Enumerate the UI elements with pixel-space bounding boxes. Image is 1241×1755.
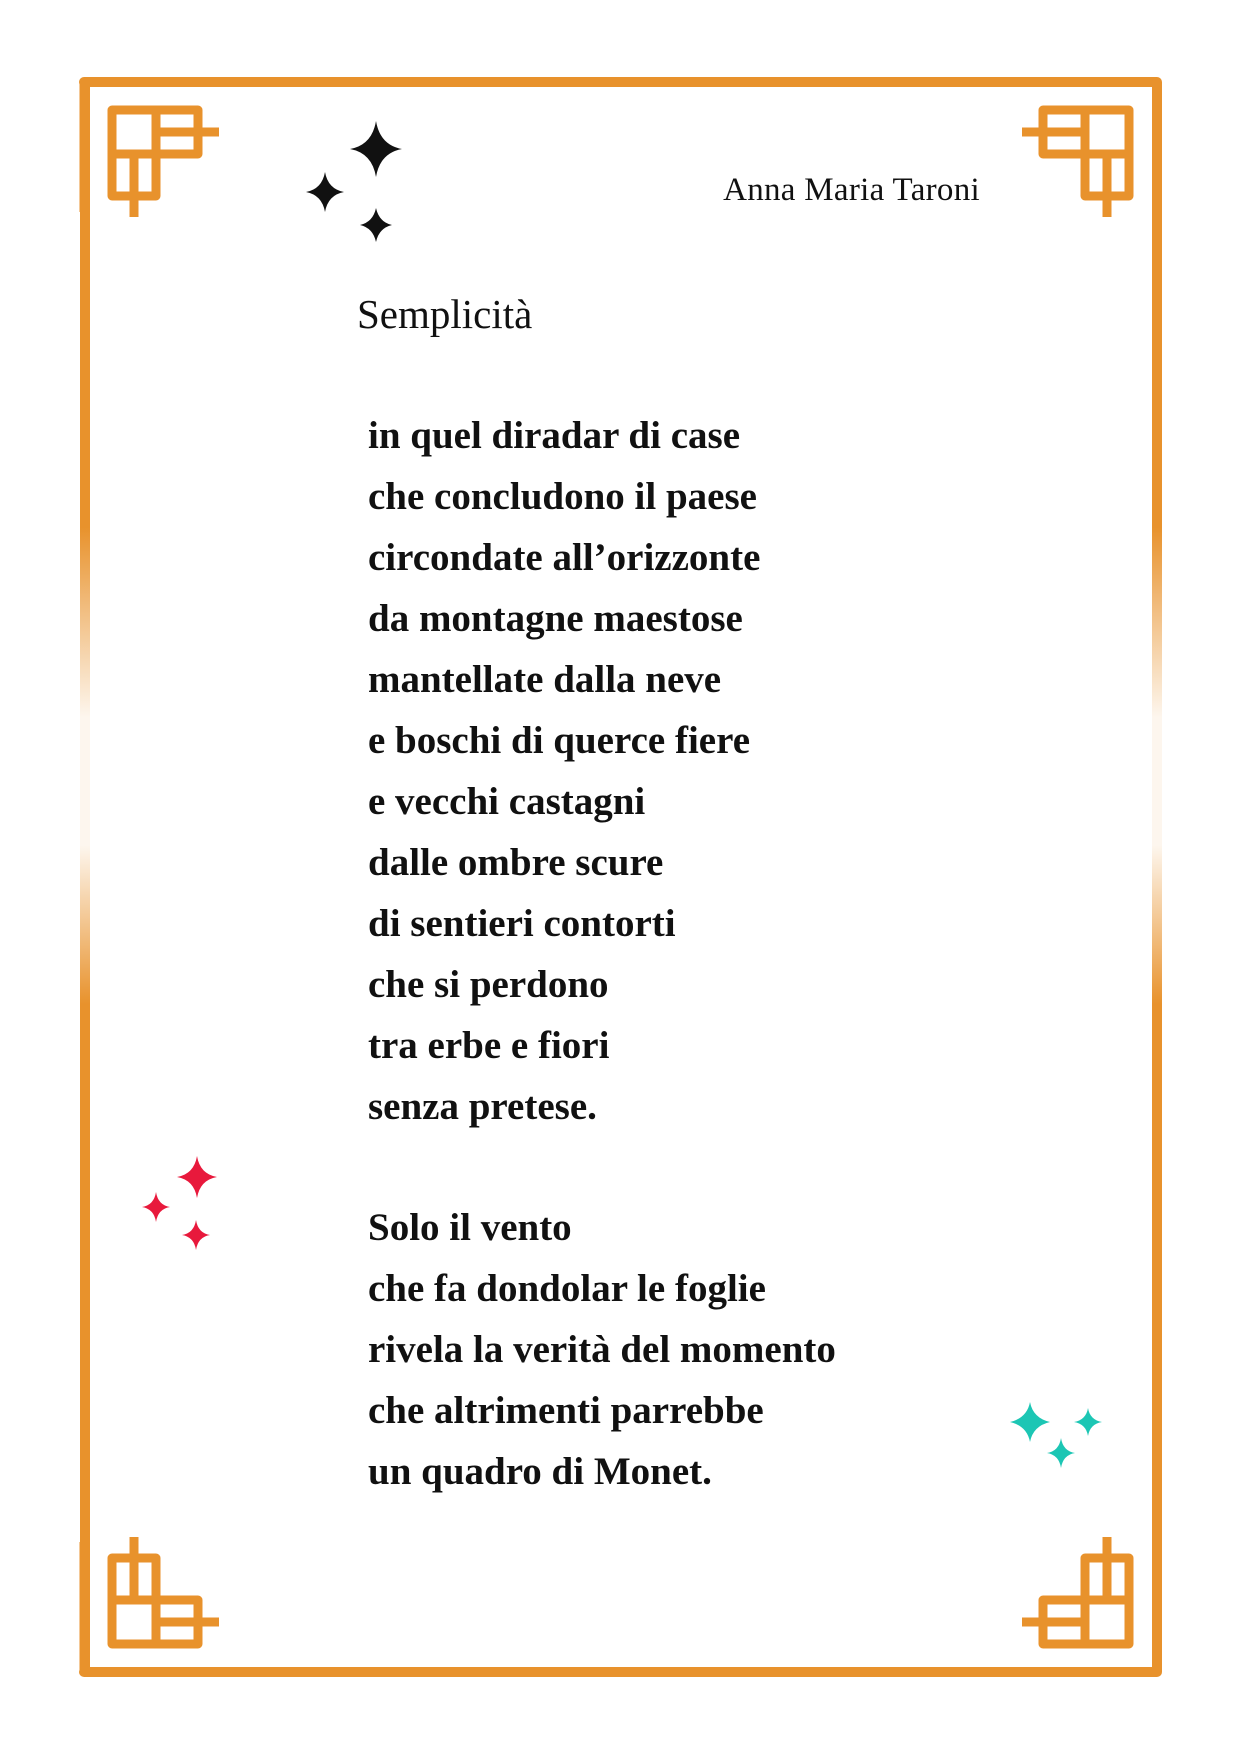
poem-line: circondate all’orizzonte — [368, 536, 761, 579]
poem-line: e boschi di querce fiere — [368, 719, 751, 762]
poem-author: Anna Maria Taroni — [723, 172, 980, 208]
corner-ornament-bottom-left — [84, 1537, 219, 1672]
poem-stanza-1 — [368, 405, 760, 1137]
poem-line: senza pretese. — [368, 1085, 597, 1128]
sparkles-teal-icon — [1005, 1398, 1115, 1488]
poem-line: in quel diradar di case — [368, 414, 741, 457]
poem-line: Solo il vento — [368, 1206, 572, 1249]
sparkles-black-icon — [300, 115, 410, 255]
poem-line: mantellate dalla neve — [368, 658, 722, 701]
poem-line: che fa dondolar le foglie — [368, 1267, 766, 1310]
poem-line: un quadro di Monet. — [368, 1450, 712, 1493]
poem-line: e vecchi castagni — [368, 780, 646, 823]
poem-line: che altrimenti parrebbe — [368, 1389, 764, 1432]
corner-ornament-top-left — [84, 82, 219, 217]
poem-line: di sentieri contorti — [368, 902, 676, 945]
poem-line: tra erbe e fiori — [368, 1024, 610, 1067]
poem-line: da montagne maestose — [368, 597, 743, 640]
corner-ornament-bottom-right — [1022, 1537, 1157, 1672]
poem-line: dalle ombre scure — [368, 841, 664, 884]
poem-line: che si perdono — [368, 963, 609, 1006]
poem-line: rivela la verità del momento — [368, 1328, 836, 1371]
poem-line: che concludono il paese — [368, 475, 757, 518]
poem-title: Semplicità — [357, 291, 533, 337]
corner-ornament-top-right — [1022, 82, 1157, 217]
sparkles-red-icon — [140, 1152, 230, 1262]
poem-stanza-2 — [368, 1197, 836, 1502]
